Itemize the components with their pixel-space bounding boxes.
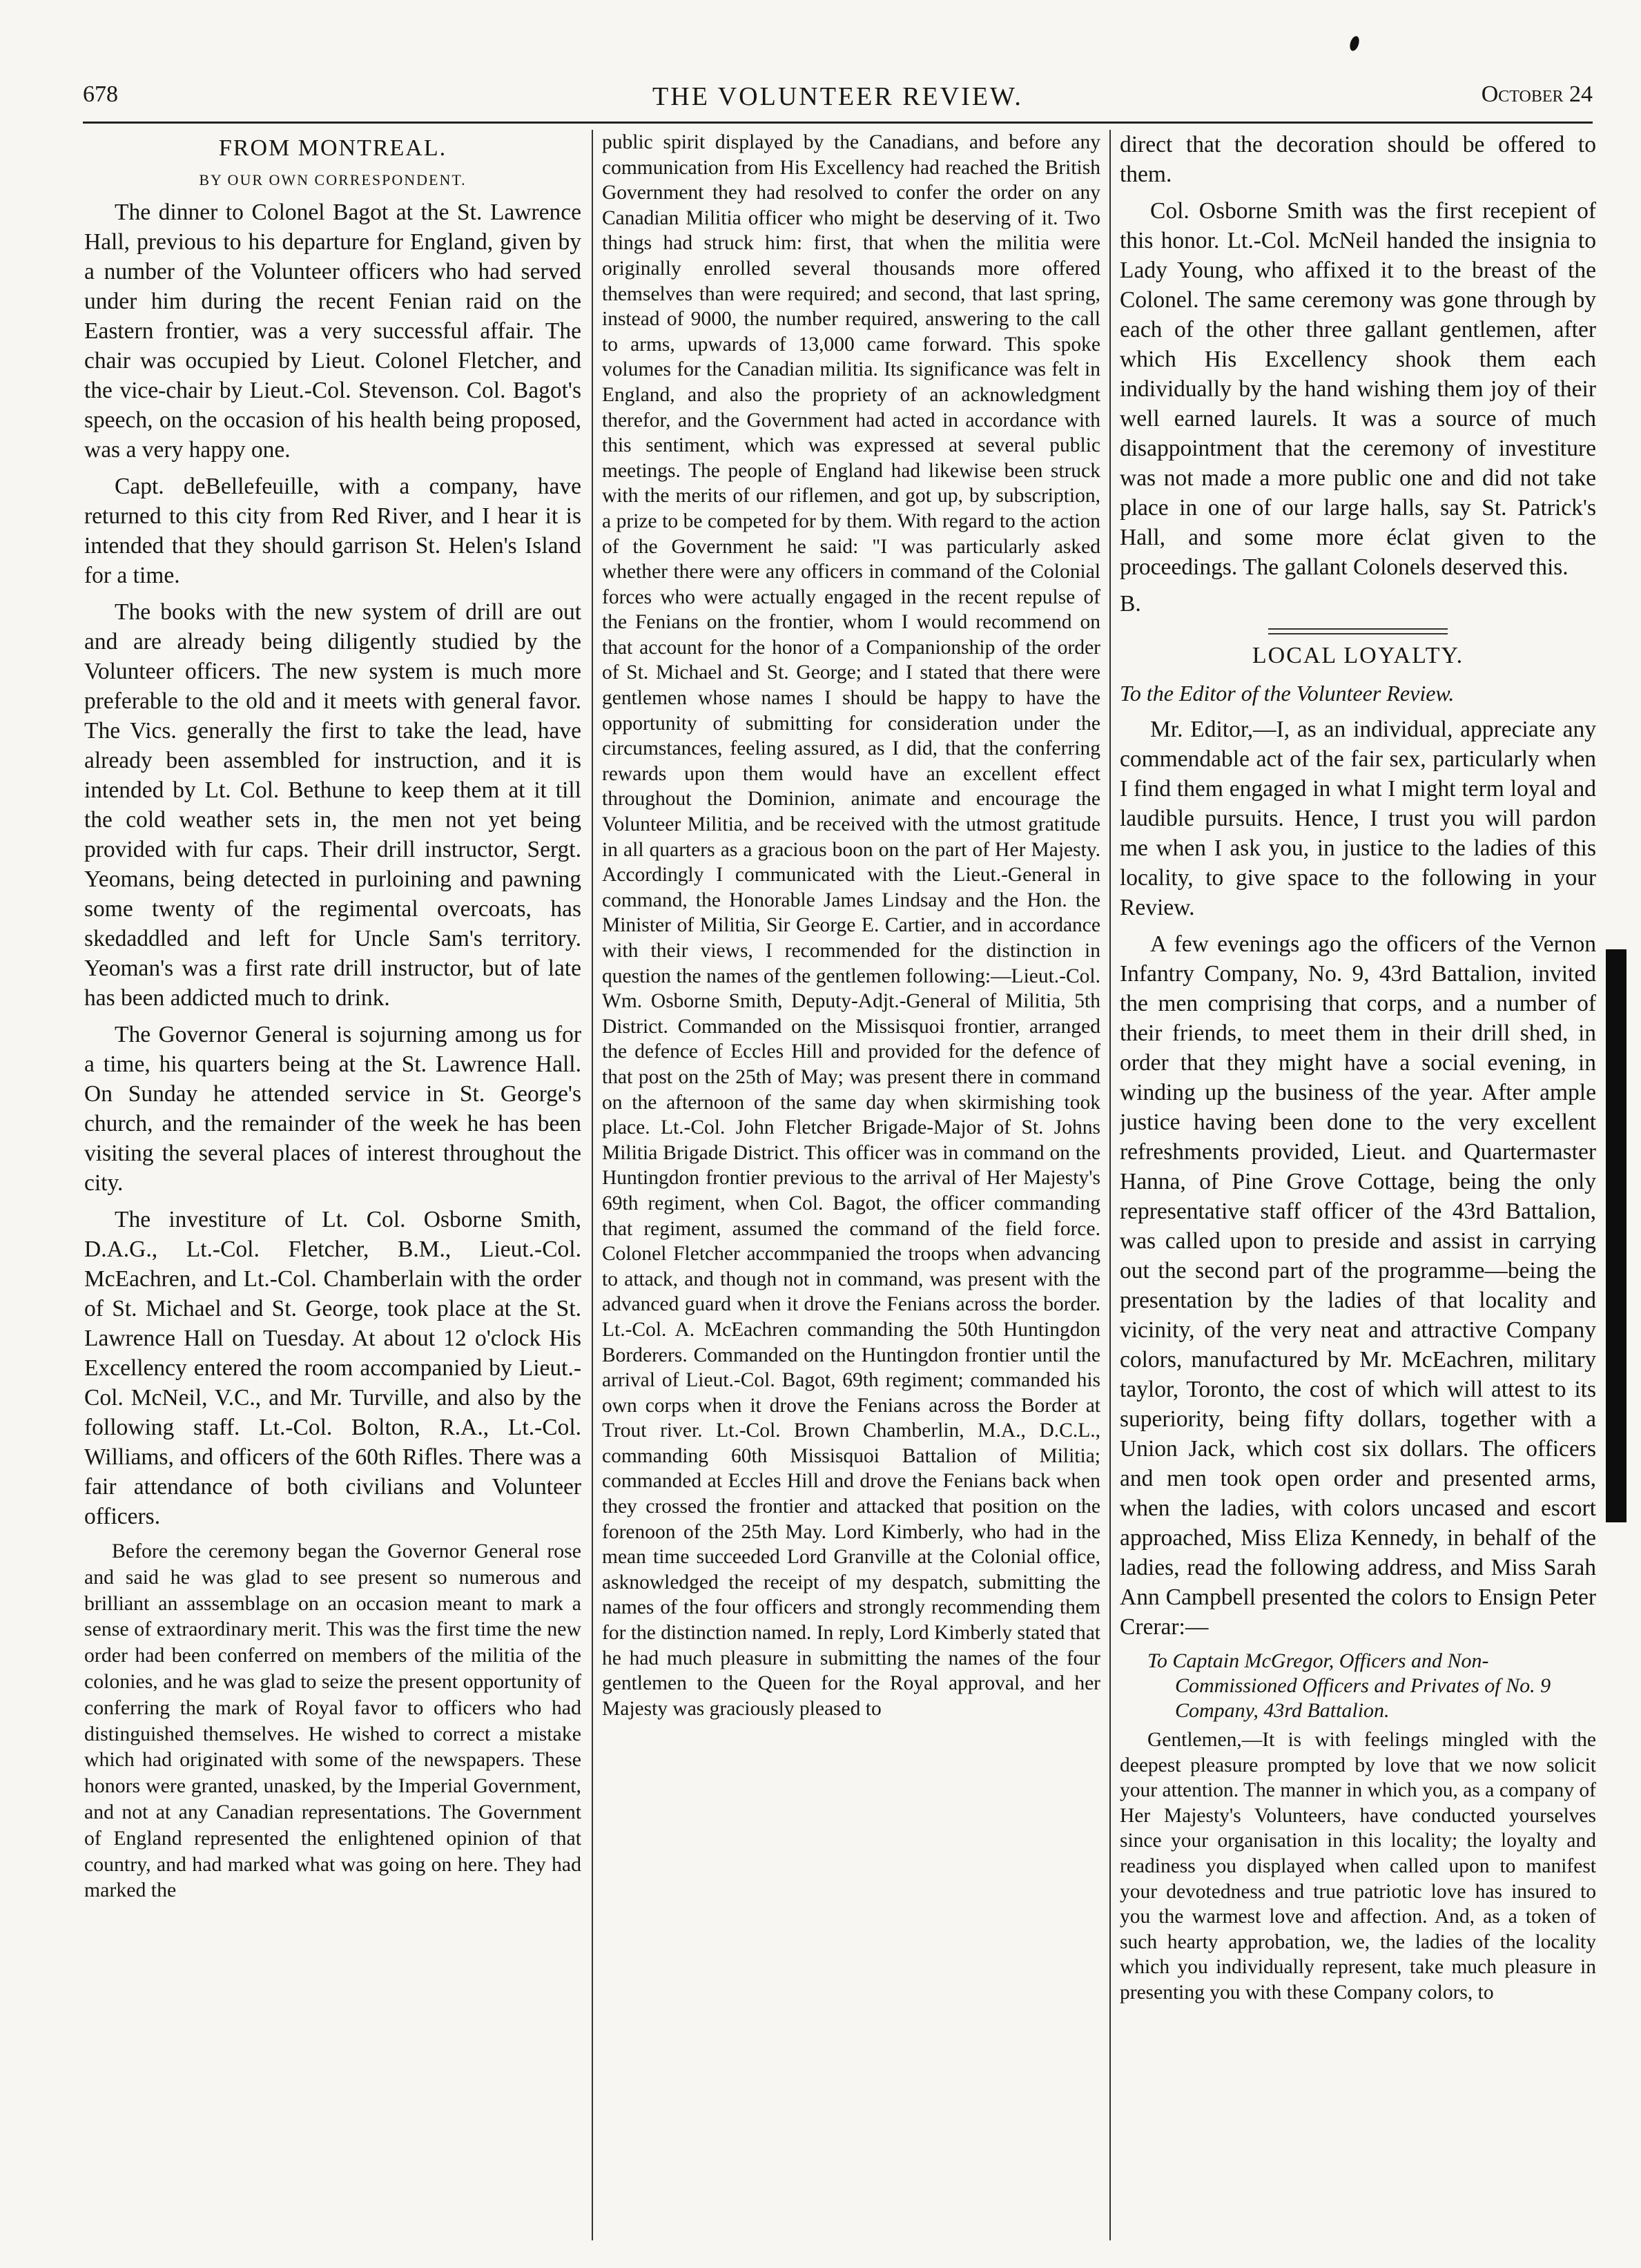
paragraph: The books with the new system of drill are out and are already being diligently studied by the Volunteer officers. The new system is much more preferable to the old and it meets with general favor. The Vics. generally the first to take the lead, have already been assembled for instruction, and it is intended by Lt. Col. Bethune to keep them at it till the cold weather sets in, the men not yet being provided with fur caps. Their drill instructor, Sergt. Yeomans, being detected in purloining and pawning some twenty of the regimental overcoats, has skedaddled and left for Uncle Sam's territory. Yeoman's was a first rate drill instructor, but of late has been addicted much to drink. xyxy=(84,599,581,1011)
issue-date: October 24 xyxy=(1481,81,1593,107)
address-heading: To Captain McGregor, Officers and Non-Commissioned Officers and Privates of No. 9 Company, 43rd Battalion. xyxy=(1147,1649,1551,1722)
paragraph: Mr. Editor,—I, as an individual, appreciate any commendable act of the fair sex, particularly when I find them engaged in what I might term loyal and laudible pursuits. Hence, I trust you will pardon me when I ask you, in justice to the ladies of this locality, to give space to the following in your Review. xyxy=(1120,717,1596,920)
article-title: LOCAL LOYALTY. xyxy=(1252,643,1464,668)
paragraph: Gentlemen,—It is with feelings mingled with the deepest pleasure prompted by love that we now solicit your attention. The manner in which you, as a company of Her Majesty's Volunteers, have conducted yourselves since your organisation in this locality; the loyalty and readiness you displayed when called upon to manifest your devotedness and true patriotic love has insured to you the warmest love and affection. And, as a token of such hearty approbation, we, the ladies of the locality which you individually represent, take much pleasure in presenting you with these Company colors, to xyxy=(1120,1729,1596,2004)
paragraph: The investiture of Lt. Col. Osborne Smith, D.A.G., Lt.-Col. Fletcher, B.M., Lieut.-Col. McEachren, and Lt.-Col. Chamberlain with the order of St. Michael and St. George, took place at the St. Lawrence Hall on Tuesday. At about 12 o'clock His Excellency entered the room accompanied by Lieut.-Col. McNeil, V.C., and Mr. Turville, and also by the following staff. Lt.-Col. Bolton, R.A., Lt.-Col. Williams, and officers of the 60th Rifles. There was a fair attendance of both civilians and Volunteer officers. xyxy=(84,1207,581,1529)
scan-edge-shadow xyxy=(1606,949,1627,1522)
article-title: FROM MONTREAL. xyxy=(218,135,447,161)
letter-addressee: To the Editor of the Volunteer Review. xyxy=(1120,681,1455,706)
column-divider xyxy=(592,130,593,2240)
paragraph: Col. Osborne Smith was the first recepient of this honor. Lt.-Col. McNeil handed the insignia to Lady Young, who affixed it to the breast of the Colonel. The same ceremony was gone through by each of the other three gallant gentlemen, after which His Excellency shook them each individually by the hand wishing them joy of their well earned laurels. It was a source of much disappointment that the ceremony of investiture was not made a more public one and did not take place in one of our large halls, say St. Patrick's Hall, and some more éclat given to the proceedings. The gallant Colonels deserved this. xyxy=(1120,198,1596,580)
column-1 xyxy=(84,130,581,2240)
paragraph: The Governor General is sojurning among us for a time, his quarters being at the St. Lawrence Hall. On Sunday he attended service in St. George's church, and the remainder of the week he has been visiting the several places of interest throughout the city. xyxy=(84,1022,581,1196)
article-byline: BY OUR OWN CORRESPONDENT. xyxy=(199,171,467,188)
page-header xyxy=(83,81,1593,123)
column-divider xyxy=(1109,130,1111,2240)
paragraph: Capt. deBellefeuille, with a company, have returned to this city from Red River, and I hear it is intended that they should garrison St. Helen's Island for a time. xyxy=(84,474,581,588)
paragraph: direct that the decoration should be offered to them. xyxy=(1120,132,1596,187)
column-2 xyxy=(602,130,1100,2240)
publication-title: THE VOLUNTEER REVIEW. xyxy=(652,82,1023,111)
paragraph: Before the ceremony began the Governor General rose and said he was glad to see present so numerous and brilliant an asssemblage on an occasion meant to mark a sense of extraordinary merit. This was the first time the new order had been conferred on members of the militia of the colonies, and he was glad to seize the present opportunity of conferring the mark of Royal favor to officers who had distinguished themselves. He wished to correct a mistake which had originated with some of the newspapers. These honors were granted, unasked, by the Imperial Government, and not at any Canadian representations. The Government of England represented the enlightened opinion of that country, and had marked what was going on here. They had marked the xyxy=(84,1540,581,1902)
ink-blot xyxy=(1348,35,1361,52)
paragraph: The dinner to Colonel Bagot at the St. Lawrence Hall, previous to his departure for England, given by a number of the Volunteer officers who had served under him during the recent Fenian raid on the Eastern frontier, was a very successful affair. The chair was occupied by Lieut. Colonel Fletcher, and the vice-chair by Lieut.-Col. Stevenson. Col. Bagot's speech, on the occasion of his health being proposed, was a very happy one. xyxy=(84,200,581,463)
section-divider xyxy=(1268,628,1448,634)
column-3 xyxy=(1120,130,1596,2240)
paragraph: A few evenings ago the officers of the Vernon Infantry Company, No. 9, 43rd Battalion, invited the men comprising that corps, and a number of their friends, to meet them in their drill shed, in order that they might have a social evening, in winding up the business of the year. After ample justice having been done to the very excellent refreshments provided, Lieut. and Quartermaster Hanna, of Pine Grove Cottage, being the only representative staff officer of the 43rd Battalion, was called upon to preside and assist in carrying out the second part of the programme—being the presentation by the ladies of that locality and vicinity, of the very neat and attractive Company colors, manufactured by Mr. McEachren, military taylor, Toronto, the cost of which will attest to its superiority, being fifty dollars, together with a Union Jack, which cost six dollars. The officers and men took open order and presented arms, when the ladies, with colors uncased and escort approached, Miss Eliza Kennedy, in behalf of the ladies, read the following address, and Miss Sarah Ann Campbell presented the colors to Ensign Peter Crerar:— xyxy=(1120,931,1596,1640)
signature: B. xyxy=(1120,591,1141,617)
header-rule xyxy=(83,122,1593,124)
paragraph: public spirit displayed by the Canadians, and before any communication from His Excellency had reached the British Government they had resolved to confer the order on any Canadian Militia officer who might be deserving of it. Two things had struck him: first, that when the militia were originally enrolled several thousands more offered themselves than were required; and second, that last spring, instead of 9000, the number required, answering to the call to arms, upwards of 13,000 came forward. This spoke volumes for the Canadian militia. Its significance was felt in England, and also the propriety of an acknowledgment therefor, and the Government had acted in accordance with this sentiment, which was expressed at several public meetings. The people of England had likewise been struck with the merits of our riflemen, and got up, by subscription, a prize to be competed for by them. With regard to the action of the Government he said: "I was particularly asked whether there were any officers in command of the Colonial forces who were actually engaged in the recent repulse of the Fenians on the frontier, whom I would recommend on that account for the honor of a Companionship of the order of St. Michael and St. George; and I stated that there were gentlemen whose names I should be happy to have the opportunity of submitting for consideration under the circumstances, feeling assured, as I did, that the conferring rewards upon them would have an excellent effect throughout the Dominion, animate and encourage the Volunteer Militia, and be received with the utmost gratitude in all quarters as a gracious boon on the part of Her Majesty. Accordingly I communicated with the Lieut.-General in command, the Honorable James Lindsay and the Hon. the Minister of Militia, Sir George E. Cartier, and in accordance with their views, I recommended for the distinction in question the names of the gentlemen following:—Lieut.-Col. Wm. Osborne Smith, Deputy-Adjt.-General of Militia, 5th District. Commanded on the Missisquoi frontier, arranged the defence of Eccles Hill and provided for the defence of that post on the 25th of May; was present there in command on the afternoon of the same day when skirmishing took place. Lt.-Col. John Fletcher Brigade-Major of St. Johns Militia Brigade District. This officer was in command on the Huntingdon frontier previous to the arrival of Her Majesty's 69th regiment, when Col. Bagot, the officer commanding that regiment, assumed the command of the field force. Colonel Fletcher accommpanied the troops when advancing to attack, and though not in command, was present with the advanced guard when it drove the Fenians across the border. Lt.-Col. A. McEachren commanding the 50th Huntingdon Borderers. Commanded on the Huntingdon frontier until the arrival of Lieut.-Col. Bagot, 69th regiment; commanded his own corps when it drove the Fenians across the Border at Trout river. Lt.-Col. Brown Chamberlin, M.A., D.C.L., commanding 60th Missisquoi Battalion of Militia; commanded at Eccles Hill and drove the Fenians back when they crossed the frontier and attacked that position on the forenoon of the 25th May. Lord Kimberly, who had in the mean time succeeded Lord Granville at the Colonial office, asknowledged the receipt of my despatch, submitting the names of the four officers and strongly recommending them for the distinction named. In reply, Lord Kimberly stated that he had much pleasure in submitting the names of the four gentlemen to the Queen for the Royal approval, and her Majesty was graciously pleased to xyxy=(602,131,1100,1720)
page-number: 678 xyxy=(83,81,118,107)
